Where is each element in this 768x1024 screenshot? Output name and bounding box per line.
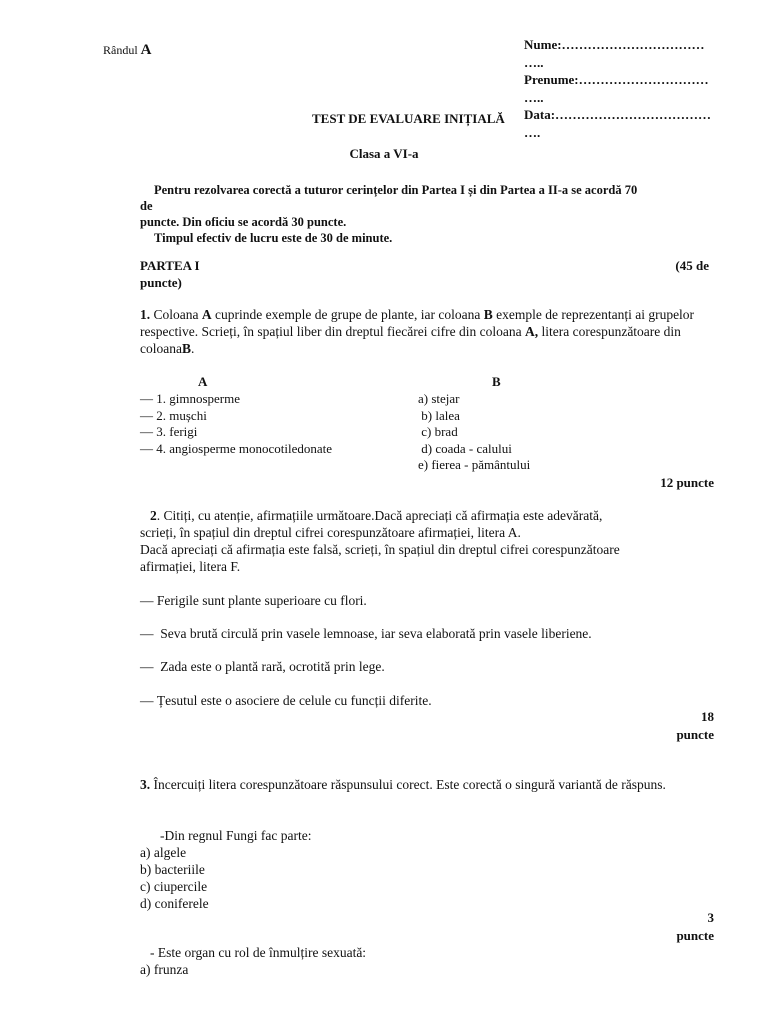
surname-field[interactable]: Prenume:…………………………	[524, 72, 709, 87]
statement-2: — Seva brută circulă prin vasele lemnoase, iar seva elaborată prin vasele liberiene.	[140, 626, 592, 641]
q3-text: Încercuiți litera corespunzătoare răspunsului corect. Este corectă o singură variantă de răspuns.	[153, 777, 666, 792]
q1-text: Coloana	[153, 307, 199, 322]
column-a-item: — 1. gimnosperme	[140, 391, 241, 406]
question-1-text	[140, 306, 720, 357]
statement-1: — Ferigile sunt plante superioare cu flori.	[140, 593, 367, 608]
q1-bold: A,	[524, 324, 539, 339]
column-a-header: A	[198, 374, 208, 389]
q3-sub2-options	[140, 961, 440, 978]
row-label	[103, 42, 152, 59]
row-label-text: Rândul	[103, 43, 138, 57]
statement-4: — Țesutul este o asociere de celule cu funcții diferite.	[140, 693, 432, 708]
q1-bold: A	[201, 307, 212, 322]
answer-option[interactable]: d) coniferele	[140, 896, 209, 911]
test-title: TEST DE EVALUARE INIȚIALĂ	[312, 111, 505, 126]
student-info-box	[524, 36, 734, 141]
column-b-item: e) fierea - pământului	[418, 457, 531, 472]
instructions-line: puncte. Din oficiu se acordă 30 puncte.	[140, 215, 347, 229]
column-b-item: a) stejar	[418, 391, 460, 406]
q2-line: scrieți, în spațiul din dreptul cifrei corespunzătoare afirmației, litera A.	[140, 525, 521, 540]
column-b-header: B	[492, 374, 501, 389]
q2-line: Dacă apreciați că afirmația este falsă, scrieți, în spațiul din dreptul cifrei corespunzătoare	[140, 542, 620, 557]
surname-field-cont: …..	[524, 89, 544, 105]
q3-sub1-prompt: -Din regnul Fungi fac parte:	[160, 828, 312, 843]
date-field-cont: ….	[524, 124, 541, 140]
instructions	[140, 182, 715, 246]
row-letter: A	[140, 42, 152, 58]
column-a-item: — 3. ferigi	[140, 424, 198, 439]
column-b-item: c) brad	[418, 424, 458, 439]
question-3-points	[676, 909, 714, 945]
name-field[interactable]: Nume:……………………………	[524, 37, 705, 52]
q3-sub2-prompt: - Este organ cu rol de înmulțire sexuată:	[150, 945, 367, 960]
column-a-item: — 2. mușchi	[140, 407, 207, 423]
question-number: 3.	[140, 777, 151, 792]
q1-bold: B	[483, 307, 493, 322]
q1-bold: B	[181, 341, 191, 356]
q1-text: litera corespunzătoare din coloana	[140, 324, 681, 356]
name-field-cont: …..	[524, 54, 544, 70]
question-3-text	[140, 776, 720, 793]
class-label: Clasa a VI-a	[349, 146, 419, 161]
section-points-cont: puncte)	[140, 275, 182, 290]
question-3-points-unit: puncte	[676, 928, 714, 943]
answer-option[interactable]: c) ciupercile	[140, 879, 208, 894]
statement-3: — Zada este o plantă rară, ocrotită prin lege.	[140, 659, 385, 674]
question-1-points: 12 puncte	[660, 475, 714, 490]
question-2-text	[140, 507, 720, 575]
column-b-item: d) coada - calului	[418, 440, 512, 456]
date-field[interactable]: Data:………………………………	[524, 107, 712, 122]
question-2-points	[676, 708, 714, 744]
section-heading	[140, 257, 715, 291]
q1-text: exemple de reprezentanți ai grupelor respective. Scrieți, în spațiul liber din dreptul fiecărei cifre din coloana	[140, 307, 695, 339]
column-a-list	[140, 391, 400, 457]
q1-text: .	[191, 341, 195, 356]
answer-option[interactable]: a) algele	[140, 845, 187, 860]
column-b-item: b) lalea	[418, 407, 460, 423]
section-title: PARTEA I	[140, 258, 200, 273]
instructions-line: Timpul efectiv de lucru este de 30 de minute.	[154, 231, 393, 245]
section-points: (45 de	[675, 258, 709, 273]
instructions-line: Pentru rezolvarea corectă a tuturor cerințelor din Partea I și din Partea a II-a se acordă 70	[154, 183, 638, 197]
question-2-points-value: 18	[701, 709, 714, 724]
column-b-list	[418, 391, 618, 474]
question-number: 1.	[140, 307, 151, 322]
answer-option[interactable]: b) bacteriile	[140, 862, 205, 877]
q3-sub1-options	[140, 844, 440, 912]
q2-line: . Citiți, cu atenție, afirmațiile următoare.Dacă apreciați că afirmația este adevărată,	[156, 508, 603, 523]
question-2-points-unit: puncte	[676, 727, 714, 742]
answer-option[interactable]: a) frunza	[140, 962, 189, 977]
instructions-line: de	[140, 199, 153, 213]
question-number: 2	[150, 508, 157, 523]
column-a-item: — 4. angiosperme monocotiledonate	[140, 440, 333, 456]
question-3-points-value: 3	[707, 910, 714, 925]
q2-line: afirmației, litera F.	[140, 559, 241, 574]
q1-text: cuprinde exemple de grupe de plante, iar coloana	[215, 307, 481, 322]
